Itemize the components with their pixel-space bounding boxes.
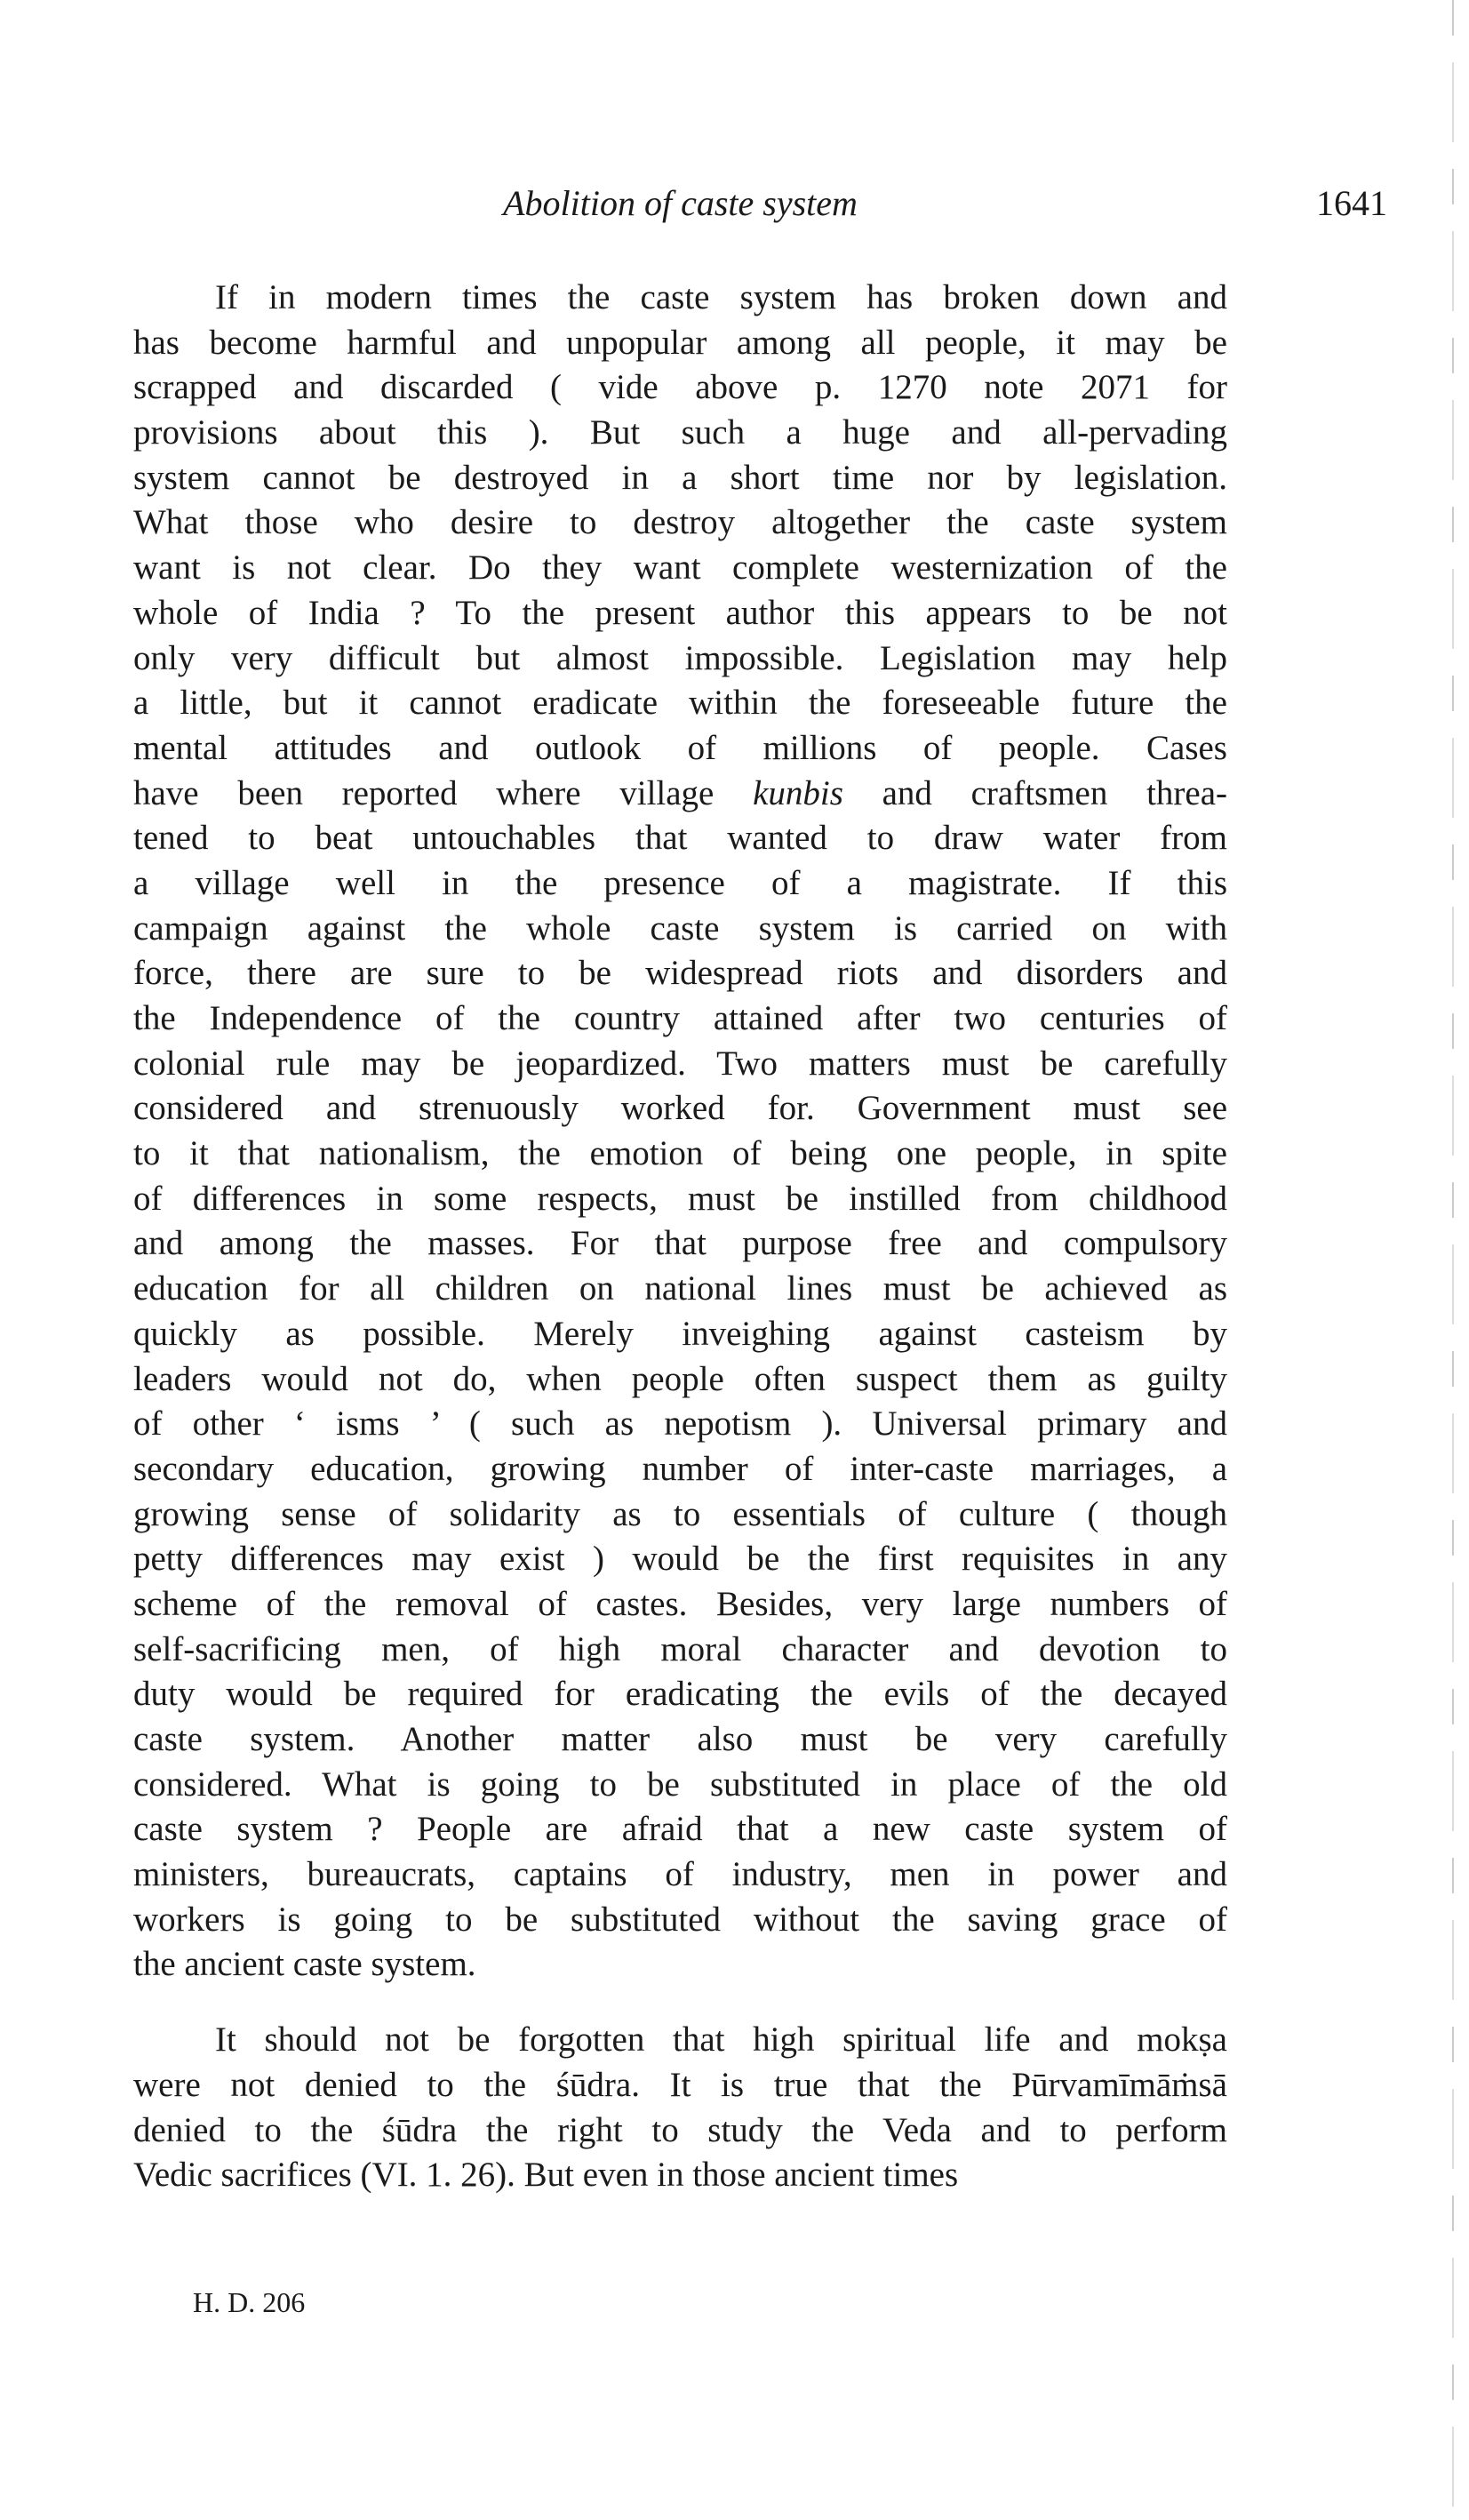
paragraph — [133, 2018, 1227, 2198]
text-line: to it that nationalism, the emotion of being one people, in spite — [133, 1134, 1227, 1173]
paragraph-gap — [133, 1988, 1227, 2018]
italic-term: kunbis — [753, 773, 843, 812]
text-line: force, there are sure to be widespread riots and disorders and — [133, 954, 1227, 993]
text-line: of other ‘ isms ’ ( such as nepotism ). Universal primary and — [133, 1404, 1227, 1444]
text-line: a village well in the presence of a magistrate. If this — [133, 863, 1227, 902]
text-line: want is not clear. Do they want complete westernization of the — [133, 548, 1227, 588]
text-line: a little, but it cannot eradicate within the foreseeable future the — [133, 684, 1227, 723]
text-line: whole of India ? To the present author this appears to be not — [133, 593, 1227, 632]
text-segment: have been reported where village — [133, 773, 754, 812]
text-line: has become harmful and unpopular among all people, it may be — [133, 323, 1227, 362]
text-line: and among the masses. For that purpose free and compulsory — [133, 1224, 1227, 1263]
text-line: only very difficult but almost impossible. Legislation may help — [133, 638, 1227, 677]
text-line: scheme of the removal of castes. Besides, very large numbers of — [133, 1584, 1227, 1623]
text-line: If in modern times the caste system has broken down and — [215, 278, 1227, 316]
text-line: workers is going to be substituted without the saving grace of — [133, 1900, 1227, 1939]
text-line: ministers, bureaucrats, captains of industry, men in power and — [133, 1855, 1227, 1894]
text-line: leaders would not do, when people often suspect them as guilty — [133, 1359, 1227, 1398]
text-line: colonial rule may be jeopardized. Two matters must be carefully — [133, 1044, 1227, 1083]
text-line: campaign against the whole caste system is carried on with — [133, 908, 1227, 948]
text-line: provisions about this ). But such a huge and all-pervading — [133, 413, 1227, 452]
text-line: denied to the śūdra the right to study the Veda and to perform — [133, 2110, 1227, 2149]
body-text — [133, 276, 1227, 2198]
text-line: the Independence of the country attained after two centuries of — [133, 999, 1227, 1037]
text-line: duty would be required for eradicating the evils of the decayed — [133, 1675, 1227, 1714]
text-line: growing sense of solidarity as to essentials of culture ( though — [133, 1494, 1227, 1533]
text-line: caste system. Another matter also must be very carefully — [133, 1720, 1227, 1758]
text-line: the ancient caste system. — [133, 1945, 476, 1984]
running-title: Abolition of caste system — [503, 183, 858, 223]
text-line: petty differences may exist ) would be the first requisites in any — [133, 1540, 1227, 1579]
page-number: 1641 — [1316, 183, 1387, 223]
text-line: education for all children on national lines must be achieved as — [133, 1269, 1227, 1308]
text-line: Vedic sacrifices (VI. 1. 26). But even in those ancient times — [133, 2156, 959, 2195]
text-line: caste system ? People are afraid that a new caste system of — [133, 1810, 1227, 1849]
running-header — [133, 182, 1387, 227]
text-line: scrapped and discarded ( vide above p. 1270 note 2071 for — [133, 368, 1227, 407]
text-line: tened to beat untouchables that wanted to draw water from — [133, 819, 1227, 858]
text-line: What those who desire to destroy altogether the caste system — [133, 503, 1227, 542]
text-line: of differences in some respects, must be instilled from childhood — [133, 1179, 1227, 1218]
text-line — [133, 772, 1227, 817]
text-line: self-sacrificing men, of high moral character and devotion to — [133, 1629, 1227, 1668]
text-line: mental attitudes and outlook of millions of people. Cases — [133, 728, 1227, 767]
text-line: considered. What is going to be substituted in place of the old — [133, 1764, 1227, 1804]
text-line: system cannot be destroyed in a short time nor by legislation. — [133, 458, 1227, 497]
page-edge-shadow — [1452, 0, 1454, 2520]
paragraph — [133, 276, 1227, 1988]
text-line: considered and strenuously worked for. Government must see — [133, 1089, 1227, 1128]
text-line: were not denied to the śūdra. It is true that the Pūrvamīmāṁsā — [133, 2065, 1227, 2104]
text-line: It should not be forgotten that high spiritual life and mokṣa — [215, 2020, 1227, 2060]
printer-signature: H. D. 206 — [193, 2286, 306, 2318]
text-segment: and craftsmen threa- — [842, 773, 1227, 812]
text-line: quickly as possible. Merely inveighing against casteism by — [133, 1314, 1227, 1353]
text-line: secondary education, growing number of inter-caste marriages, a — [133, 1449, 1227, 1488]
